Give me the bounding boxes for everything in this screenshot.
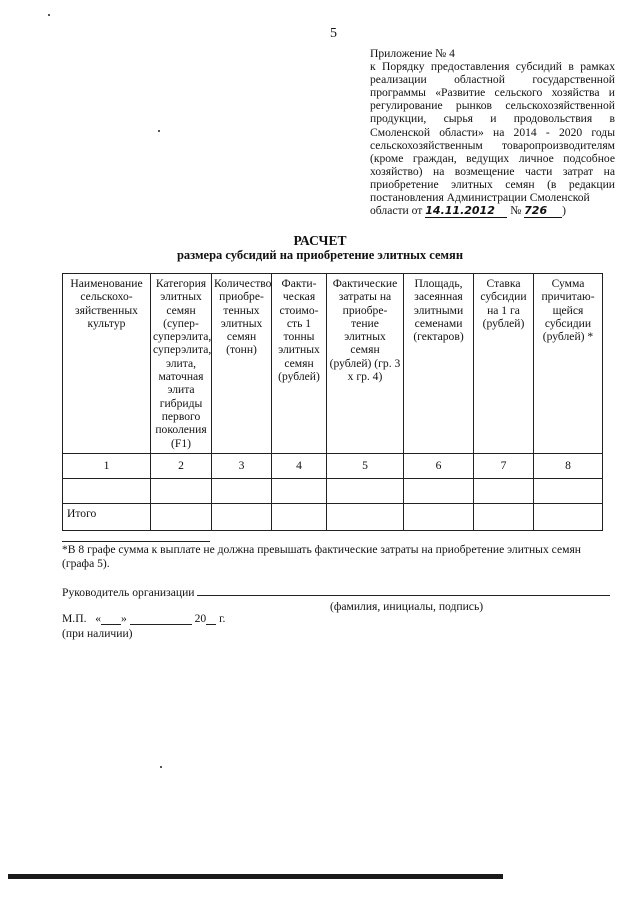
signature-row: [62, 586, 610, 599]
page-number: 5: [330, 26, 337, 41]
header-cost-per-ton: Факти-ческая стоимо-сть 1 тонны элитных семян (рублей): [272, 274, 327, 454]
table-row: [63, 479, 603, 504]
footnote: *В 8 графе сумма к выплате не должна превышать фактические затраты на приобретение элитных семян (графа 5).: [62, 543, 581, 570]
signature-caption: (фамилия, инициалы, подпись): [330, 600, 484, 613]
appendix-title: Приложение № 4: [370, 47, 455, 60]
year-blank: [206, 613, 216, 625]
table-cell: [327, 479, 404, 504]
footnote-divider: [62, 541, 210, 542]
table-cell: [534, 504, 603, 531]
table-cell: [272, 479, 327, 504]
header-seed-quantity: Количество приобре-тенных элитных семян (тонн): [212, 274, 272, 454]
table-cell: [272, 504, 327, 531]
table-cell: [63, 479, 151, 504]
document-subtitle: размера субсидий на приобретение элитных семян: [176, 248, 464, 262]
appendix-close-paren: ): [562, 204, 567, 218]
header-crop-name: Наименование сельскохо-зяйственных культур: [63, 274, 151, 454]
scan-edge-bar: [8, 874, 503, 879]
appendix-text: к Порядку предоставления субсидий в рамках реализации областной государственной программы «Развитие сельского хозяйства и регулирование рынков сельскохозяйственной продукции, сырья и продовольствия в Смоленской области» на 2014 - 2020 годы сельскохозяйственным товаропроизводителям (кроме граждан, ведущих личное подсобное хозяйство) на возмещение части затрат на приобретение элитных семян (в редакции постановления Администрации Смоленской: [370, 60, 615, 205]
column-number: 4: [272, 454, 327, 479]
document-title: РАСЧЕТ: [293, 233, 347, 248]
header-rate-per-ha: Ставка субсидии на 1 га (рублей): [474, 274, 534, 454]
table-cell: [474, 504, 534, 531]
month-blank: [130, 613, 192, 625]
stamp-date-line: [62, 612, 225, 625]
column-numbers-row: [63, 454, 603, 479]
signature-line: [197, 586, 610, 596]
stamp-note: (при наличии): [62, 627, 133, 640]
header-subsidy-amount: Сумма причитаю-щейся субсидии (рублей) *: [534, 274, 603, 454]
table-cell: [474, 479, 534, 504]
appendix-date-line: [370, 204, 566, 217]
handwritten-number: 726: [524, 204, 562, 218]
header-sown-area: Площадь, засеянная элитными семенами (гектаров): [404, 274, 474, 454]
table-header-row: [63, 274, 603, 454]
day-close-quote: »: [120, 612, 127, 625]
table-cell: [404, 504, 474, 531]
column-number: 3: [212, 454, 272, 479]
stamp-label: М.П.: [62, 612, 87, 625]
table-cell: [212, 479, 272, 504]
column-number: 1: [63, 454, 151, 479]
handwritten-date: 14.11.2012: [425, 204, 507, 218]
column-number: 6: [404, 454, 474, 479]
header-seed-category: Категория элитных семян (супер-суперэлита, суперэлита, элита, маточная элита гибриды первого поколения (F1): [151, 274, 212, 454]
day-open-quote: «: [95, 612, 101, 625]
total-label: Итого: [63, 504, 151, 531]
day-blank: [101, 613, 121, 625]
calculation-table: [62, 273, 603, 531]
year-prefix: 20: [194, 612, 207, 625]
signature-label: Руководитель организации: [62, 586, 195, 599]
header-actual-costs: Фактические затраты на приобре-тение элитных семян (рублей) (гр. 3 х гр. 4): [327, 274, 404, 454]
table-cell: [534, 479, 603, 504]
appendix-date-prefix: области от: [370, 204, 423, 218]
scan-speck: [158, 130, 160, 132]
scan-speck: [160, 766, 162, 768]
appendix-number-label: №: [510, 204, 522, 218]
scan-speck: [48, 14, 50, 16]
table-cell: [327, 504, 404, 531]
column-number: 5: [327, 454, 404, 479]
appendix-block: [370, 47, 615, 218]
table-cell: [151, 479, 212, 504]
column-number: 8: [534, 454, 603, 479]
year-suffix: г.: [219, 612, 226, 625]
table-cell: [212, 504, 272, 531]
column-number: 7: [474, 454, 534, 479]
column-number: 2: [151, 454, 212, 479]
table-cell: [404, 479, 474, 504]
total-row: [63, 504, 603, 531]
table-cell: [151, 504, 212, 531]
